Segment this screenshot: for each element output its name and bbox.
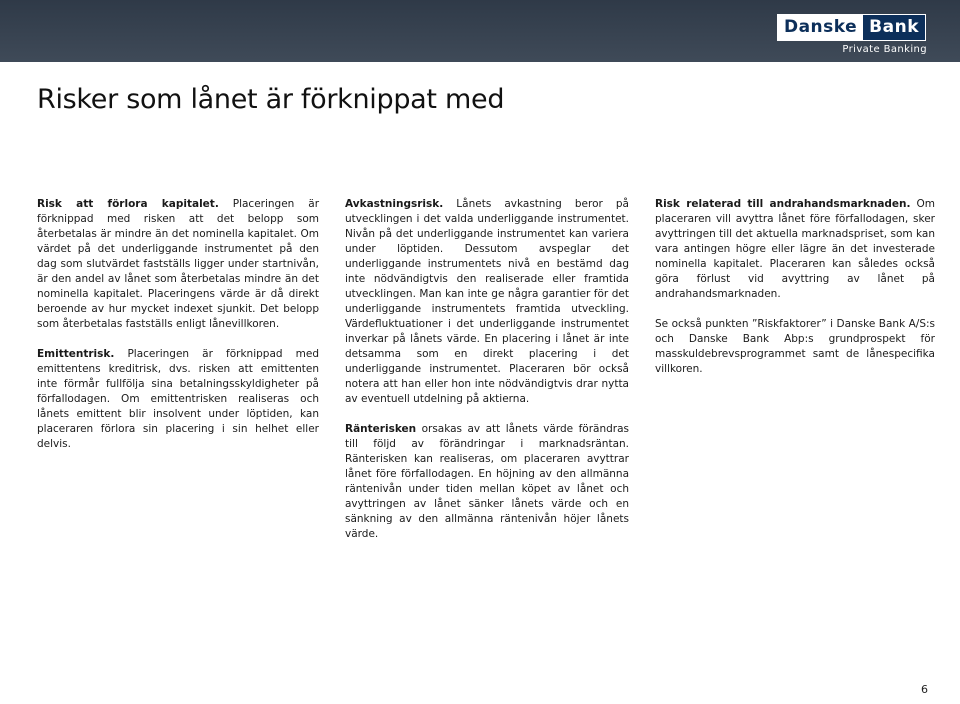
text-column-2 (345, 197, 629, 557)
paragraph-interest-risk (345, 422, 629, 542)
paragraph-issuer-risk (37, 347, 319, 452)
paragraph-body: orsakas av att lånets värde förändras till följd av förändringar i marknadsräntan. Ränterisken kan realiseras, om placeraren avyttrar lånet före förfallodagen. En höjning av den allmänna räntenivån under tiden mellan köpet av lånet och avyttringen av lånet sänker lånets värde och en sänkning av den allmänna räntenivån höjer lånets värde. (345, 423, 629, 540)
paragraph-body: Se också punkten ”Riskfaktorer” i Danske Bank A/S:s och Danske Bank Abp:s grundprospekt för masskuldebrevsprogrammet samt de lånespecifika villkoren. (655, 318, 935, 375)
logo-text-bank: Bank (863, 15, 925, 40)
paragraph-body: Placeringen är förknippad med emittentens kreditrisk, dvs. risken att emittenten inte förmår fullfölja sina betalningsskyldigheter på förfallodagen. Om emittentrisken realiseras och lånets emittent blir insolvent under löptiden, kan placeraren förlora sin placering i sin helhet eller delvis. (37, 348, 319, 450)
text-column-3 (655, 197, 935, 392)
paragraph-body: Om placeraren vill avyttra lånet före förfallodagen, sker avyttringen till det aktuella marknadspriset, som kan vara antingen högre eller lägre än det investerade nominella kapitalet. Placeraren kan således också göra förlust vid avyttring av lånet på andrahandsmarknaden. (655, 198, 935, 300)
paragraph-heading: Ränterisken (345, 423, 417, 435)
page-number: 6 (921, 683, 928, 696)
paragraph-see-also (655, 317, 935, 377)
logo-subtitle: Private Banking (842, 44, 927, 55)
paragraph-secondary-market-risk (655, 197, 935, 302)
paragraph-body: Lånets avkastning beror på utvecklingen i det valda underliggande instrumentet. Nivån på det underliggande instrumentet kan variera under löptiden. Dessutom avspeglar det underliggande instrumentets nivå en bestämd dag inte nödvändigtvis den realiserade eller framtida utvecklingen. Man kan inte ge några garantier för det underliggande instrumentets framtida utveckling. Värdefluktuationer i det underliggande instrumentet inverkar på lånets värde. En placering i lånet är inte detsamma som en direkt placering i det underliggande instrumentet. Placeraren bör också notera att han eller hon inte nödvändigtvis drar nytta av eventuell utdelning på aktierna. (345, 198, 629, 405)
logo-text-danske: Danske (778, 15, 863, 40)
slide-title: Risker som lånet är förknippat med (37, 84, 505, 115)
paragraph-heading: Emittentrisk. (37, 348, 115, 360)
paragraph-heading: Risk att förlora kapitalet. (37, 198, 219, 210)
header-bar (0, 0, 960, 62)
text-column-1 (37, 197, 319, 467)
danske-bank-logo (777, 14, 926, 41)
paragraph-heading: Risk relaterad till andrahandsmarknaden. (655, 198, 911, 210)
paragraph-heading: Avkastningsrisk. (345, 198, 444, 210)
paragraph-return-risk (345, 197, 629, 407)
paragraph-capital-risk (37, 197, 319, 332)
paragraph-body: Placeringen är förknippad med risken att det belopp som återbetalas är mindre än det nominella kapitalet. Om värdet på det underliggande instrumentet på den dag som slutvärdet fastställs ligger under startnivån, är den andel av lånet som återbetalas mindre än det nominella kapitalet. Placeringens värde är då direkt beroende av hur mycket indexet sjunkit. Det belopp som återbetalas fastställs enligt lånevillkoren. (37, 198, 320, 330)
